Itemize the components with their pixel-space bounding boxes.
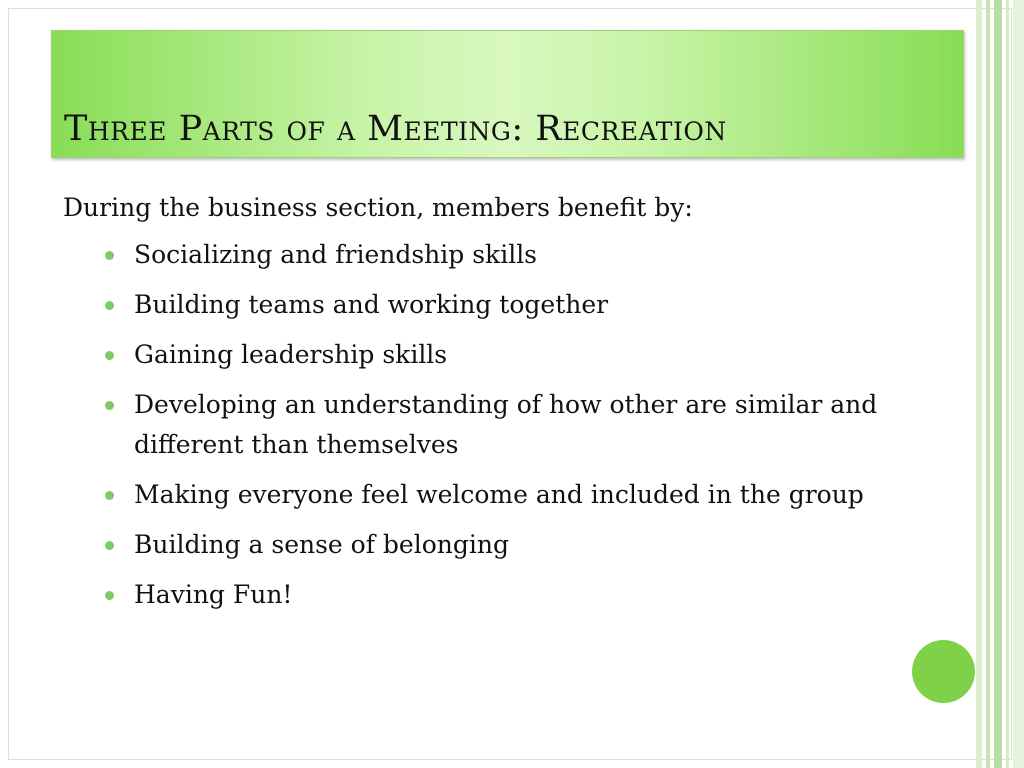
- bullet-dot-icon: [105, 251, 114, 260]
- title-bar: [51, 30, 964, 158]
- bullet-text: Building a sense of belonging: [134, 530, 509, 559]
- bullet-item: [63, 285, 883, 325]
- bullet-dot-icon: [105, 351, 114, 360]
- decorative-stripe: [1013, 0, 1024, 768]
- bullet-dot-icon: [105, 491, 114, 500]
- bullet-text: Having Fun!: [134, 580, 293, 609]
- decorative-stripe: [1006, 0, 1009, 768]
- bullet-text: Building teams and working together: [134, 290, 609, 319]
- slide-body: [63, 188, 883, 625]
- slide-title: Three Parts of a Meeting: Recreation: [64, 109, 727, 149]
- bullet-dot-icon: [105, 301, 114, 310]
- bullet-text: Developing an understanding of how other are similar and different than themselves: [134, 390, 878, 459]
- bullet-text: Gaining leadership skills: [134, 340, 448, 369]
- bullet-item: [63, 235, 883, 275]
- decorative-stripe: [986, 0, 990, 768]
- bullet-item: [63, 475, 883, 515]
- decorative-stripe: [994, 0, 1002, 768]
- bullet-text: Socializing and friendship skills: [134, 240, 538, 269]
- bullet-item: [63, 525, 883, 565]
- bullet-text: Making everyone feel welcome and included in the group: [134, 480, 864, 509]
- bullet-dot-icon: [105, 401, 114, 410]
- intro-text: During the business section, members benefit by:: [63, 193, 693, 222]
- decorative-stripe: [976, 0, 982, 768]
- bullet-item: [63, 575, 883, 615]
- bullet-dot-icon: [105, 591, 114, 600]
- bullet-dot-icon: [105, 541, 114, 550]
- bullet-item: [63, 385, 883, 465]
- bullet-list: [63, 235, 883, 615]
- decorative-circle-icon: [912, 640, 975, 703]
- bullet-item: [63, 335, 883, 375]
